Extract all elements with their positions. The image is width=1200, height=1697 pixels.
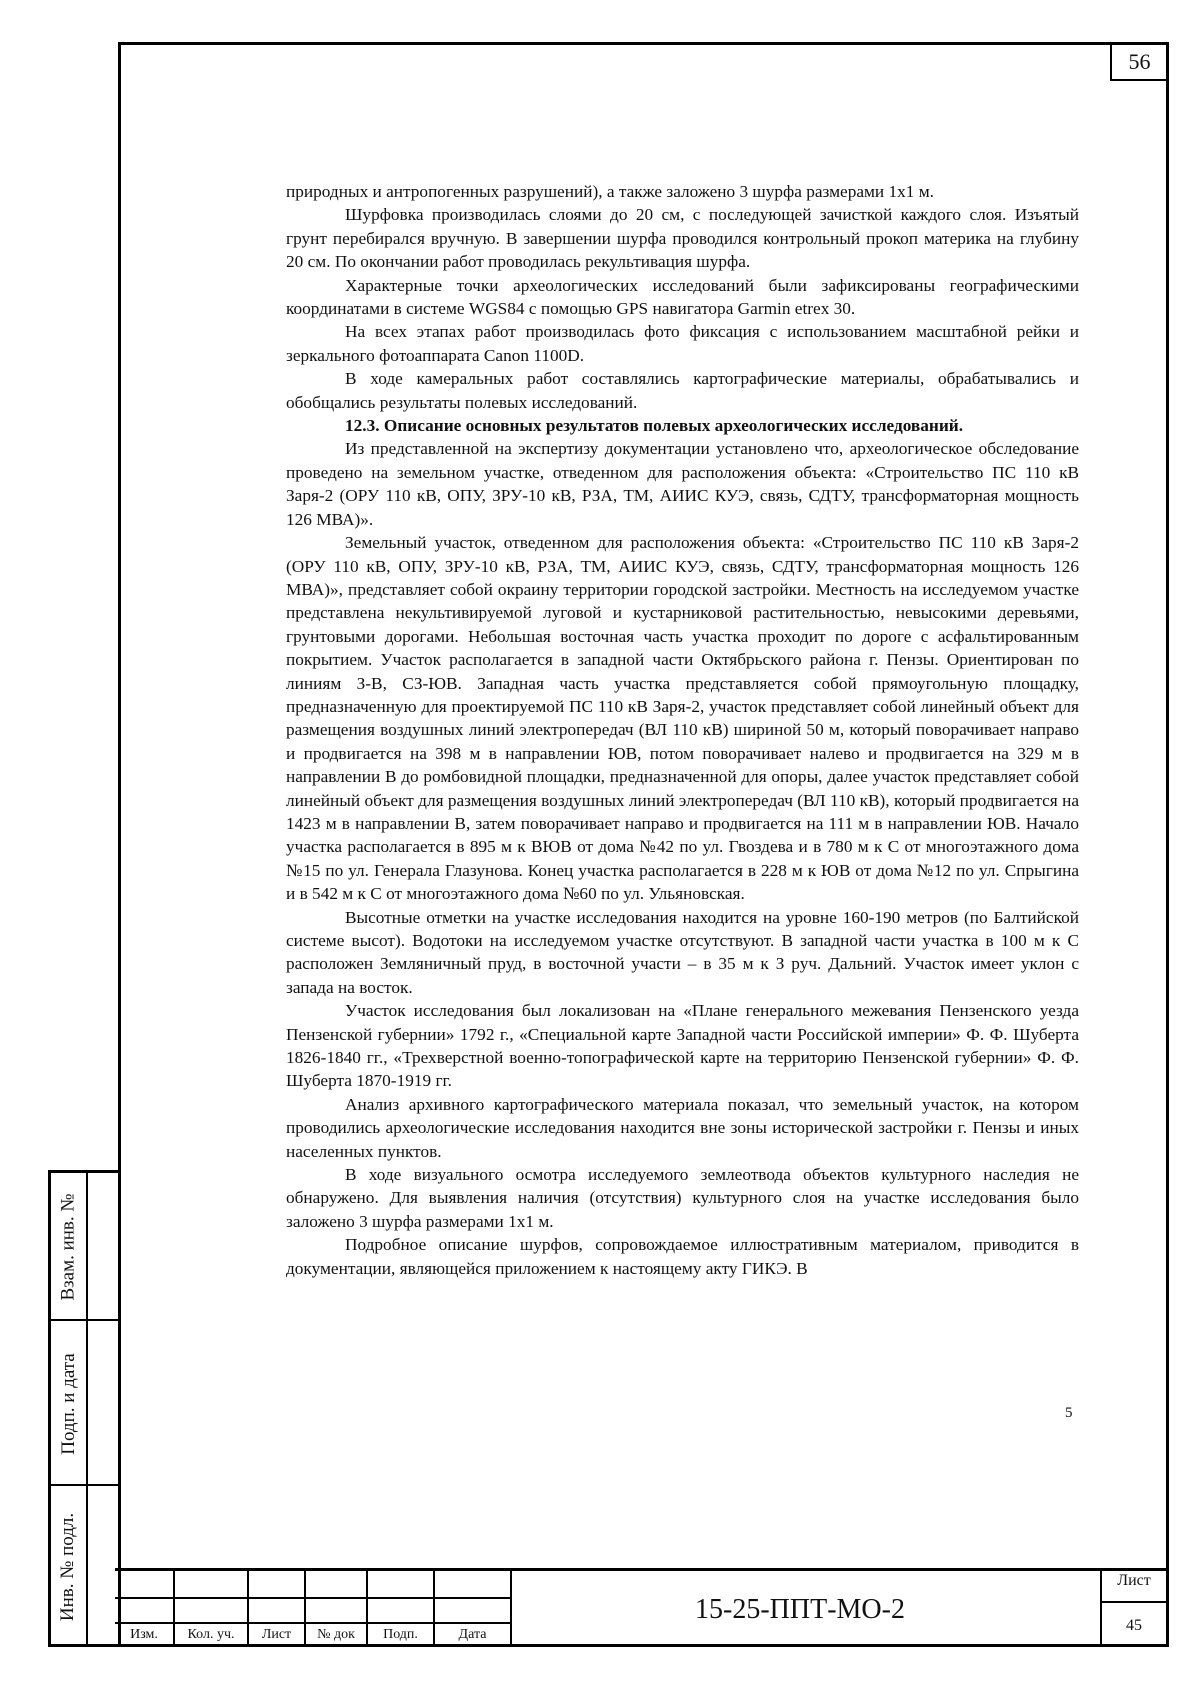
side-label-podp: Подп. и дата bbox=[57, 1352, 79, 1455]
col-kol-uch: Кол. уч. bbox=[187, 1627, 235, 1642]
paragraph: природных и антропогенных разрушений), а также заложено 3 шурфа размерами 1х1 м. bbox=[286, 182, 935, 201]
paragraph: Подробное описание шурфов, сопровождаемое иллюстративным материалом, приводится в документации, являющейся приложением к настоящему акту ГИКЭ. В bbox=[286, 1235, 1079, 1278]
paragraph: Участок исследования был локализован на «Плане генерального межевания Пензенского уезда Пензенской губернии» 1792 г., «Специальной карте Западной части Российской империи» Ф. Ф. Шуберта 1826-1840 гг., «Трехверстной военно-топографической карте на территорию Пензенской губернии» Ф. Ф. Шуберта 1870-1919 гг. bbox=[286, 1001, 1079, 1091]
paragraph: На всех этапах работ производилась фото фиксация с использованием масштабной рейки и зеркального фотоаппарата Canon 1100D. bbox=[286, 322, 1079, 365]
paragraph: В ходе камеральных работ составлялись картографические материалы, обрабатывались и обобщались результаты полевых исследований. bbox=[286, 369, 1079, 412]
side-label-vzam: Взам. инв. № bbox=[57, 1193, 79, 1301]
top-page-number: 56 bbox=[1110, 44, 1167, 81]
document-code: 15-25-ППТ-МО-2 bbox=[695, 1594, 905, 1625]
paragraph: Шурфовка производилась слоями до 20 см, с последующей зачисткой каждого слоя. Изъятый грунт перебирался вручную. В завершении шурфа проводился контрольный прокоп материка на глубину 20 см. По окончании работ проводилась рекультивация шурфа. bbox=[286, 205, 1079, 272]
section-heading: 12.3. Описание основных результатов полевых археологических исследований. bbox=[345, 416, 964, 436]
col-dok: № док bbox=[317, 1627, 355, 1642]
side-strip bbox=[48, 1170, 118, 1647]
paragraph: Анализ архивного картографического материала показал, что земельный участок, на котором проводились археологические исследования находится вне зоны исторической застройки г. Пензы и иных населенных пунктов. bbox=[286, 1094, 1079, 1161]
paragraph: Земельный участок, отведенном для расположения объекта: «Строительство ПС 110 кВ Заря-2 (ОРУ 110 кВ, ОПУ, ЗРУ-10 кВ, РЗА, ТМ, АИИС КУЭ, связь, СДТУ, трансформаторная мощность 126 МВА)», представляет собой окраину территории городской застройки. Местность на исследуемом участке представлена некультивируемой луговой и кустарниковой растительностью, невысокими деревьями, грунтовыми дорогами. Небольшая восточная часть участка проходит по дороге с асфальтированным покрытием. Участок располагается в западной части Октябрьского района г. Пензы. Ориентирован по линиям З-В, СЗ-ЮВ. Западная часть участка представляется собой прямоугольную площадку, предназначенную для проектируемой ПС 110 кВ Заря-2, участок представляет собой линейный объект для размещения воздушных линий электропередач (ВЛ 110 кВ) шириной 50 м, который поворачивает направо и продвигается на 398 м в направлении ЮВ, потом поворачивает налево и продвигается на 329 м в направлении В до ромбовидной площадки, предназначенной для опоры, далее участок представляет собой линейный объект для размещения воздушных линий электропередач (ВЛ 110 кВ), который продвигается на 1423 м в направлении В, затем поворачивает направо и продвигается на 111 м в направлении ЮВ. Начало участка располагается в 895 м к ВЮВ от дома №42 по ул. Гвоздева и в 780 м к С от многоэтажного дома №15 по ул. Генерала Глазунова. Конец участка располагается в 228 м к ЮВ от дома №12 по ул. Спрыгина и в 542 м к С от многоэтажного дома №60 по ул. Ульяновская. bbox=[286, 533, 1079, 904]
sheet-number: 45 bbox=[1126, 1617, 1142, 1634]
inner-page-number: 5 bbox=[1065, 1405, 1073, 1421]
document-body bbox=[286, 180, 1079, 1280]
paragraph: Из представленной на экспертизу документации установлено что, археологическое обследование проведено на земельном участке, отведенном для расположения объекта: «Строительство ПС 110 кВ Заря-2 (ОРУ 110 кВ, ОПУ, ЗРУ-10 кВ, РЗА, ТМ, АИИС КУЭ, связь, СДТУ, трансформаторная мощность 126 МВА)». bbox=[286, 439, 1079, 529]
col-data: Дата bbox=[458, 1627, 487, 1642]
col-podp: Подп. bbox=[383, 1627, 418, 1642]
sheet-label: Лист bbox=[1117, 1572, 1151, 1589]
col-izm: Изм. bbox=[130, 1627, 158, 1642]
paragraph: Высотные отметки на участке исследования находится на уровне 160-190 метров (по Балтийской системе высот). Водотоки на исследуемом участке отсутствуют. В западной части участка в 100 м к С расположен Земляничный пруд, в восточной участи – в 35 м к З руч. Дальний. Участок имеет уклон с запада на восток. bbox=[286, 907, 1079, 997]
col-list: Лист bbox=[261, 1627, 292, 1642]
paragraph: В ходе визуального осмотра исследуемого землеотвода объектов культурного наследия не обнаружено. Для выявления наличия (отсутствия) культурного слоя на участке исследования было заложено 3 шурфа размерами 1х1 м. bbox=[286, 1165, 1079, 1231]
side-label-inv: Инв. № подл. bbox=[57, 1512, 79, 1621]
paragraph: Характерные точки археологических исследований были зафиксированы географическими координатами в системе WGS84 с помощью GPS навигатора Garmin etrex 30. bbox=[286, 275, 1079, 319]
